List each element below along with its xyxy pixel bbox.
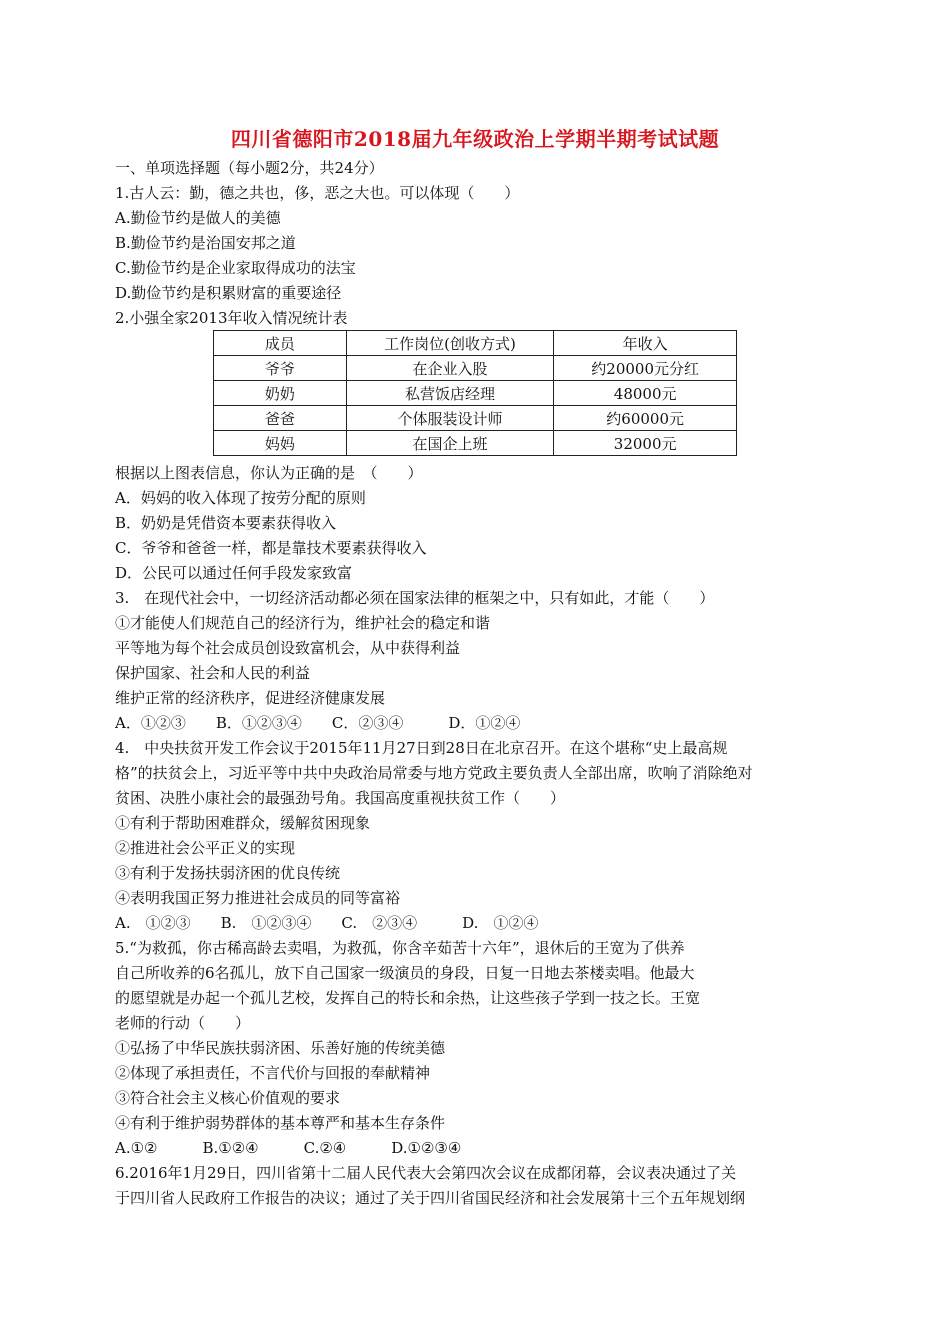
table-cell: 妈妈: [214, 431, 347, 456]
q3-item-2: 平等地为每个社会成员创设致富机会，从中获得利益: [115, 639, 461, 657]
q4-stem-line-3: 贫困、决胜小康社会的最强劲号角。我国高度重视扶贫工作（ ）: [115, 789, 566, 807]
q3-stem: 3. 在现代社会中，一切经济活动都必须在国家法律的框架之中，只有如此，才能（ ）: [115, 589, 715, 607]
q6-stem-line-1: 6.2016年1月29日，四川省第十二届人民代表大会第四次会议在成都闭幕，会议表决通过了关: [115, 1164, 737, 1182]
q5-stem-line-4: 老师的行动（ ）: [115, 1014, 251, 1032]
q5-item-1: ①弘扬了中华民族扶弱济困、乐善好施的传统美德: [115, 1039, 446, 1057]
q2-option-b: B．奶奶是凭借资本要素获得收入: [115, 514, 337, 532]
q1-option-b: B.勤俭节约是治国安邦之道: [115, 234, 296, 252]
q6-stem-line-2: 于四川省人民政府工作报告的决议；通过了关于四川省国民经济和社会发展第十三个五年规划纲: [115, 1189, 746, 1207]
q5-item-3: ③符合社会主义核心价值观的要求: [115, 1089, 341, 1107]
q1-option-c: C.勤俭节约是企业家取得成功的法宝: [115, 259, 356, 277]
table-cell: 奶奶: [214, 381, 347, 406]
table-cell: 32000元: [554, 431, 737, 456]
q1-option-a: A.勤俭节约是做人的美德: [115, 209, 281, 227]
q3-item-4: 维护正常的经济秩序，促进经济健康发展: [115, 689, 386, 707]
header-job: 工作岗位(创收方式): [346, 331, 554, 356]
table-cell: 爷爷: [214, 356, 347, 381]
table-cell: 在企业入股: [346, 356, 554, 381]
q5-item-4: ④有利于维护弱势群体的基本尊严和基本生存条件: [115, 1114, 446, 1132]
table-row: [214, 356, 737, 381]
q4-stem-line-1: 4. 中央扶贫开发工作会议于2015年11月27日到28日在北京召开。在这个堪称“史上最高规: [115, 739, 728, 757]
q5-stem-line-3: 的愿望就是办起一个孤儿艺校，发挥自己的特长和余热，让这些孩子学到一技之长。王宽: [115, 989, 701, 1007]
table-cell: 私营饭店经理: [346, 381, 554, 406]
q3-item-1: ①才能使人们规范自己的经济行为，维护社会的稳定和谐: [115, 614, 491, 632]
q4-stem-line-2: 格”的扶贫会上，习近平等中共中央政治局常委与地方党政主要负责人全部出席，吹响了消除绝对: [115, 764, 753, 782]
table-row: [214, 381, 737, 406]
section-heading: 一、单项选择题（每小题2分，共24分）: [115, 159, 384, 177]
q4-item-1: ①有利于帮助困难群众，缓解贫困现象: [115, 814, 371, 832]
q1-option-d: D.勤俭节约是积累财富的重要途径: [115, 284, 342, 302]
income-table: [213, 330, 737, 456]
table-cell: 48000元: [554, 381, 737, 406]
q2-option-a: A．妈妈的收入体现了按劳分配的原则: [115, 489, 366, 507]
q3-options: A．①②③ B．①②③④ C．②③④ D．①②④: [115, 714, 521, 732]
q5-stem-line-2: 自己所收养的6名孤儿，放下自己国家一级演员的身段，日复一日地去茶楼卖唱。他最大: [115, 964, 695, 982]
table-cell: 爸爸: [214, 406, 347, 431]
q4-options: A. ①②③ B. ①②③④ C. ②③④ D. ①②④: [115, 914, 539, 932]
table-cell: 个体服装设计师: [346, 406, 554, 431]
header-member: 成员: [214, 331, 347, 356]
q2-option-c: C．爷爷和爸爸一样，都是靠技术要素获得收入: [115, 539, 427, 557]
page-title: 四川省德阳市2018届九年级政治上学期半期考试试题: [230, 127, 720, 151]
q5-options: A.①② B.①②④ C.②④ D.①②③④: [115, 1139, 462, 1157]
q5-stem-line-1: 5.“为救孤，你古稀高龄去卖唱，为救孤，你含辛茹苦十六年”，退休后的王宽为了供养: [115, 939, 685, 957]
q5-item-2: ②体现了承担责任，不言代价与回报的奉献精神: [115, 1064, 431, 1082]
q1-stem: 1.古人云：勤，德之共也，侈，恶之大也。可以体现（ ）: [115, 184, 520, 202]
q2-stem: 2.小强全家2013年收入情况统计表: [115, 309, 348, 327]
q4-item-2: ②推进社会公平正义的实现: [115, 839, 296, 857]
table-cell: 约20000元分红: [554, 356, 737, 381]
table-row: [214, 431, 737, 456]
q2-question: 根据以上图表信息，你认为正确的是 （ ）: [115, 464, 423, 482]
table-header-row: [214, 331, 737, 356]
table-cell: 在国企上班: [346, 431, 554, 456]
table-cell: 约60000元: [554, 406, 737, 431]
table-row: [214, 406, 737, 431]
q4-item-4: ④表明我国正努力推进社会成员的同等富裕: [115, 889, 401, 907]
q3-item-3: 保护国家、社会和人民的利益: [115, 664, 311, 682]
header-income: 年收入: [554, 331, 737, 356]
q4-item-3: ③有利于发扬扶弱济困的优良传统: [115, 864, 341, 882]
q2-option-d: D．公民可以通过任何手段发家致富: [115, 564, 353, 582]
